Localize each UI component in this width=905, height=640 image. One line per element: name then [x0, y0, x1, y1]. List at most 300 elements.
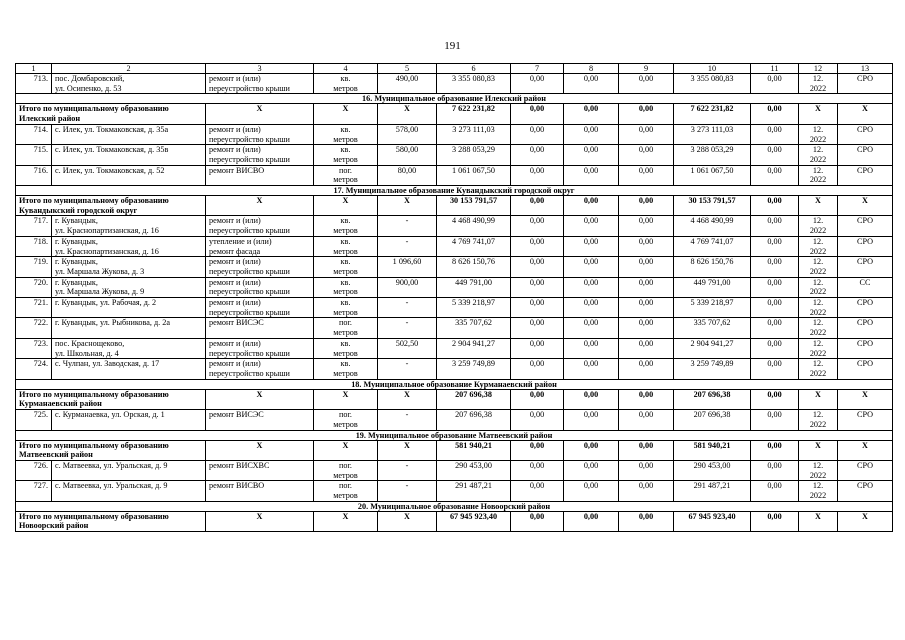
- cell-number-line: 723.: [33, 338, 48, 348]
- cell-source: [838, 277, 893, 297]
- column-header: 6: [437, 64, 511, 74]
- cell-amount-line: 0,00: [767, 389, 782, 399]
- subtotal-label: [16, 511, 206, 531]
- cell-volume: [378, 124, 437, 144]
- cell-amount-line: 0,00: [638, 481, 654, 491]
- cell-unit-line: метров: [333, 328, 358, 338]
- cell-amount: [511, 124, 564, 144]
- cell-work-type: [206, 359, 314, 379]
- cell-work-type-line: ремонт ВИСВО: [209, 481, 265, 491]
- cell-amount-line: 0,00: [529, 216, 545, 226]
- cell-amount: [751, 440, 799, 460]
- cell-x-line: Х: [862, 389, 868, 399]
- cell-amount: [674, 165, 751, 185]
- cell-source-line: СС: [859, 277, 871, 287]
- cell-address: [52, 216, 206, 236]
- cell-work-type-line: переустройство крыши: [209, 287, 290, 297]
- cell-address-line: с. Курманаевка, ул. Орская, д. 1: [55, 410, 165, 420]
- cell-amount-line: 207 696,38: [693, 389, 731, 399]
- cell-total-cost: [437, 277, 511, 297]
- cell-number-line: 714.: [33, 124, 48, 134]
- cell-unit: [314, 338, 378, 358]
- cell-total-cost-line: 4 468 490,99: [452, 216, 495, 226]
- cell-work-type: [206, 216, 314, 236]
- cell-amount: [511, 257, 564, 277]
- cell-amount: [751, 410, 799, 430]
- cell-x-line: Х: [404, 511, 410, 521]
- column-number-row: [16, 64, 893, 74]
- cell-address-line: г. Кувандык,: [55, 236, 98, 246]
- cell-volume-line: 502,50: [395, 338, 419, 348]
- cell-amount: [564, 511, 619, 531]
- cell-unit-line: кв.: [340, 145, 351, 155]
- cell-amount-line: 0,00: [583, 145, 599, 155]
- cell-unit: [314, 124, 378, 144]
- table-row: [16, 410, 893, 430]
- cell-amount: [511, 481, 564, 501]
- cell-amount: [751, 298, 799, 318]
- cell-year-line: 2022: [809, 491, 827, 501]
- cell-total-cost-line: 3 288 053,29: [452, 145, 495, 155]
- cell-amount-line: 0,00: [529, 104, 545, 114]
- cell-amount: [674, 216, 751, 236]
- cell-total-cost-line: 335 707,62: [455, 318, 492, 328]
- cell-source: [838, 74, 893, 94]
- cell-unit-line: кв.: [340, 257, 351, 267]
- cell-unit-line: метров: [333, 83, 358, 93]
- cell-x: [378, 440, 437, 460]
- cell-unit-line: кв.: [340, 74, 351, 83]
- cell-amount: [751, 338, 799, 358]
- cell-amount-line: 0,00: [638, 318, 654, 328]
- cell-address-line: с. Илек, ул. Токмаковская, д. 35а: [55, 124, 169, 134]
- cell-amount-line: 0,00: [767, 145, 782, 155]
- cell-amount-line: 0,00: [529, 277, 545, 287]
- cell-source: [838, 165, 893, 185]
- cell-x-line: Х: [342, 104, 349, 114]
- subtotal-row: [16, 104, 893, 124]
- cell-year-line: 2022: [809, 419, 827, 429]
- cell-volume-line: 490,00: [395, 74, 419, 83]
- cell-volume: [378, 318, 437, 338]
- cell-amount: [751, 124, 799, 144]
- cell-amount: [619, 104, 674, 124]
- cell-address-line: г. Кувандык, ул. Рабочая, д. 2: [55, 298, 157, 308]
- cell-unit: [314, 460, 378, 480]
- cell-amount-line: 0,00: [583, 104, 599, 114]
- cell-source: [838, 410, 893, 430]
- cell-total-cost-line: 207 696,38: [455, 389, 492, 399]
- cell-amount-line: 0,00: [767, 481, 782, 491]
- cell-total-cost: [437, 104, 511, 124]
- cell-amount: [674, 298, 751, 318]
- cell-year: [799, 236, 838, 256]
- cell-amount: [511, 236, 564, 256]
- cell-volume: [378, 298, 437, 318]
- cell-volume: [378, 277, 437, 297]
- cell-unit-line: метров: [333, 287, 358, 297]
- cell-source: [838, 257, 893, 277]
- cell-amount-line: 0,00: [638, 145, 654, 155]
- cell-unit: [314, 410, 378, 430]
- cell-amount: [511, 359, 564, 379]
- cell-number: [16, 298, 52, 318]
- section-title-line: 19. Муниципальное образование Матвеевский район: [355, 430, 553, 440]
- cell-unit-line: кв.: [340, 298, 351, 308]
- cell-address: [52, 460, 206, 480]
- cell-volume: [378, 236, 437, 256]
- cell-amount-line: 0,00: [583, 440, 599, 450]
- cell-address-line: пос. Краснощеково,: [55, 338, 125, 348]
- cell-work-type-line: ремонт и (или): [209, 145, 261, 155]
- table-row: [16, 318, 893, 338]
- cell-work-type-line: переустройство крыши: [209, 83, 290, 93]
- cell-total-cost: [437, 124, 511, 144]
- cell-total-cost: [437, 440, 511, 460]
- cell-work-type: [206, 74, 314, 94]
- cell-amount-line: 0,00: [529, 257, 545, 267]
- cell-x: [206, 511, 314, 531]
- cell-x: [378, 511, 437, 531]
- column-header: 5: [378, 64, 437, 74]
- cell-amount-line: 3 355 080,83: [690, 74, 734, 83]
- section-header-row: [16, 501, 893, 511]
- cell-total-cost-line: 290 453,00: [455, 460, 492, 470]
- cell-unit-line: пог.: [339, 165, 352, 175]
- cell-amount-line: 0,00: [638, 389, 654, 399]
- cell-total-cost: [437, 298, 511, 318]
- cell-unit: [314, 257, 378, 277]
- cell-x: [799, 440, 838, 460]
- cell-address: [52, 145, 206, 165]
- cell-volume-line: -: [405, 236, 409, 246]
- cell-year-line: 12.: [812, 124, 824, 134]
- cell-work-type-line: ремонт ВИСХВС: [209, 460, 270, 470]
- cell-amount-line: 2 904 941,27: [690, 338, 734, 348]
- cell-source-line: СРО: [856, 124, 874, 134]
- cell-unit-line: кв.: [340, 338, 351, 348]
- cell-x-line: Х: [862, 196, 868, 206]
- cell-total-cost: [437, 511, 511, 531]
- cell-amount: [564, 298, 619, 318]
- cell-amount-line: 0,00: [529, 338, 545, 348]
- cell-total-cost-line: 3 273 111,03: [452, 124, 495, 134]
- cell-unit-line: пог.: [339, 460, 352, 470]
- cell-amount: [674, 196, 751, 216]
- cell-address-line: с. Матвеевка, ул. Уральская, д. 9: [55, 460, 168, 470]
- cell-volume: [378, 338, 437, 358]
- cell-source-line: СРО: [856, 236, 874, 246]
- table-row: [16, 338, 893, 358]
- cell-amount: [751, 460, 799, 480]
- cell-year: [799, 165, 838, 185]
- cell-amount-line: 0,00: [529, 511, 545, 521]
- cell-amount: [564, 338, 619, 358]
- subtotal-row: [16, 389, 893, 409]
- cell-amount-line: 0,00: [638, 359, 654, 369]
- cell-unit-line: метров: [333, 368, 358, 378]
- table-row: [16, 236, 893, 256]
- column-header: 4: [314, 64, 378, 74]
- table-row: [16, 74, 893, 94]
- cell-work-type-line: ремонт и (или): [209, 257, 261, 267]
- cell-amount: [619, 277, 674, 297]
- cell-volume-line: -: [405, 460, 409, 470]
- column-header: 10: [674, 64, 751, 74]
- cell-amount-line: 0,00: [529, 440, 545, 450]
- cell-total-cost-line: 291 487,21: [455, 481, 492, 491]
- cell-unit-line: метров: [333, 175, 358, 185]
- cell-x-line: Х: [404, 104, 410, 114]
- cell-number-line: 725.: [33, 410, 48, 420]
- cell-year-line: 12.: [812, 318, 824, 328]
- cell-number-line: 718.: [33, 236, 48, 246]
- cell-volume: [378, 410, 437, 430]
- cell-amount: [564, 410, 619, 430]
- cell-year-line: 2022: [809, 246, 827, 256]
- repair-program-table: [15, 63, 893, 532]
- cell-amount: [619, 236, 674, 256]
- cell-amount-line: 30 153 791,57: [688, 196, 736, 206]
- cell-unit: [314, 165, 378, 185]
- cell-year: [799, 257, 838, 277]
- subtotal-label-line: Итого по муниципальному образованию Илекский район: [19, 104, 169, 124]
- section-title-line: 20. Муниципальное образование Новоорский район: [357, 501, 551, 511]
- cell-address-line: г. Кувандык,: [55, 277, 98, 287]
- subtotal-label: [16, 104, 206, 124]
- cell-address-line: с. Матвеевка, ул. Уральская, д. 9: [55, 481, 168, 491]
- section-title: [16, 379, 893, 389]
- cell-work-type-line: переустройство крыши: [209, 348, 290, 358]
- cell-year-line: 12.: [812, 236, 824, 246]
- cell-amount: [511, 277, 564, 297]
- cell-number-line: 719.: [33, 257, 48, 267]
- cell-source-line: СРО: [856, 257, 874, 267]
- cell-x: [838, 104, 893, 124]
- cell-amount: [619, 481, 674, 501]
- cell-year-line: 12.: [812, 74, 824, 83]
- cell-year-line: 2022: [809, 266, 827, 276]
- cell-work-type-line: ремонт ВИСЭС: [209, 410, 264, 420]
- cell-work-type: [206, 165, 314, 185]
- cell-work-type: [206, 410, 314, 430]
- cell-x: [799, 196, 838, 216]
- cell-amount-line: 3 288 053,29: [690, 145, 734, 155]
- cell-x-line: Х: [342, 511, 349, 521]
- cell-address-line: с. Илек, ул. Токмаковская, д. 35в: [55, 145, 169, 155]
- cell-unit-line: метров: [333, 470, 358, 480]
- cell-volume-line: -: [405, 318, 409, 328]
- cell-amount-line: 0,00: [583, 196, 599, 206]
- cell-unit: [314, 481, 378, 501]
- cell-total-cost-line: 581 940,21: [455, 440, 492, 450]
- cell-number-line: 713.: [33, 74, 48, 83]
- cell-total-cost-line: 1 061 067,50: [452, 165, 495, 175]
- cell-source: [838, 236, 893, 256]
- cell-unit-line: кв.: [340, 359, 351, 369]
- cell-total-cost-line: 5 339 218,97: [452, 298, 495, 308]
- cell-number-line: 716.: [33, 165, 48, 175]
- cell-amount-line: 0,00: [767, 196, 782, 206]
- table-row: [16, 460, 893, 480]
- cell-amount: [619, 216, 674, 236]
- table-row: [16, 257, 893, 277]
- cell-amount-line: 0,00: [638, 440, 654, 450]
- cell-amount-line: 0,00: [583, 318, 599, 328]
- cell-amount: [619, 124, 674, 144]
- cell-x-line: Х: [862, 440, 868, 450]
- cell-source-line: СРО: [856, 481, 874, 491]
- cell-amount-line: 0,00: [529, 165, 545, 175]
- cell-x: [206, 389, 314, 409]
- cell-total-cost-line: 30 153 791,57: [449, 196, 498, 206]
- cell-source-line: СРО: [856, 165, 874, 175]
- cell-amount-line: 0,00: [638, 74, 654, 83]
- cell-amount: [674, 511, 751, 531]
- cell-x-line: Х: [342, 389, 349, 399]
- cell-volume-line: -: [405, 410, 409, 420]
- cell-total-cost: [437, 338, 511, 358]
- cell-year-line: 12.: [812, 257, 824, 267]
- cell-address: [52, 165, 206, 185]
- cell-year: [799, 359, 838, 379]
- cell-amount-line: 0,00: [767, 104, 782, 114]
- cell-amount: [674, 145, 751, 165]
- cell-unit-line: пог.: [339, 318, 352, 328]
- section-title-line: 18. Муниципальное образование Курманаевский район: [351, 379, 557, 389]
- cell-amount-line: 0,00: [638, 511, 654, 521]
- cell-amount: [674, 257, 751, 277]
- cell-volume: [378, 359, 437, 379]
- cell-amount-line: 1 061 067,50: [690, 165, 734, 175]
- cell-address: [52, 236, 206, 256]
- cell-amount-line: 3 259 749,89: [690, 359, 734, 369]
- cell-number: [16, 74, 52, 94]
- cell-total-cost-line: 449 791,00: [455, 277, 492, 287]
- cell-unit: [314, 359, 378, 379]
- cell-amount-line: 0,00: [767, 298, 782, 308]
- cell-volume: [378, 257, 437, 277]
- cell-amount: [564, 165, 619, 185]
- cell-amount-line: 0,00: [767, 318, 782, 328]
- cell-amount-line: 0,00: [638, 460, 654, 470]
- cell-volume-line: 80,00: [397, 165, 417, 175]
- cell-amount-line: 0,00: [767, 460, 782, 470]
- cell-work-type: [206, 481, 314, 501]
- cell-amount-line: 0,00: [638, 236, 654, 246]
- cell-year-line: 12.: [812, 481, 824, 491]
- cell-number: [16, 236, 52, 256]
- cell-amount: [511, 74, 564, 94]
- cell-unit: [314, 277, 378, 297]
- cell-year-line: 12.: [812, 165, 824, 175]
- cell-amount-line: 0,00: [767, 216, 782, 226]
- subtotal-label: [16, 196, 206, 216]
- cell-amount: [674, 359, 751, 379]
- section-title-line: 17. Муниципальное образование Кувандыкский городской округ: [333, 186, 575, 196]
- cell-number-line: 724.: [33, 359, 48, 369]
- cell-address: [52, 277, 206, 297]
- section-title: [16, 501, 893, 511]
- cell-amount: [751, 74, 799, 94]
- cell-x-line: Х: [815, 389, 821, 399]
- cell-amount: [674, 389, 751, 409]
- cell-amount-line: 0,00: [583, 460, 599, 470]
- cell-amount-line: 0,00: [767, 236, 782, 246]
- cell-number: [16, 145, 52, 165]
- cell-amount-line: 0,00: [583, 298, 599, 308]
- cell-amount-line: 0,00: [529, 236, 545, 246]
- table-row: [16, 165, 893, 185]
- cell-volume: [378, 460, 437, 480]
- cell-total-cost: [437, 196, 511, 216]
- cell-amount: [751, 389, 799, 409]
- column-header: 11: [751, 64, 799, 74]
- cell-amount-line: 0,00: [529, 74, 545, 83]
- column-header: 13: [838, 64, 893, 74]
- cell-x-line: Х: [404, 196, 410, 206]
- cell-x: [838, 440, 893, 460]
- table-row: [16, 277, 893, 297]
- cell-year-line: 2022: [809, 328, 827, 338]
- cell-unit-line: метров: [333, 419, 358, 429]
- cell-total-cost-line: 3 259 749,89: [452, 359, 495, 369]
- cell-unit-line: кв.: [340, 124, 351, 134]
- cell-amount-line: 0,00: [583, 481, 599, 491]
- cell-work-type: [206, 298, 314, 318]
- cell-address: [52, 257, 206, 277]
- cell-work-type-line: ремонт и (или): [209, 359, 261, 369]
- cell-work-type-line: ремонт ВИСЭС: [209, 318, 264, 328]
- cell-work-type: [206, 257, 314, 277]
- cell-amount-line: 207 696,38: [693, 410, 731, 420]
- cell-x: [838, 511, 893, 531]
- cell-amount-line: 0,00: [583, 74, 599, 83]
- cell-amount: [564, 74, 619, 94]
- cell-unit: [314, 298, 378, 318]
- cell-amount: [564, 440, 619, 460]
- cell-year: [799, 124, 838, 144]
- cell-work-type-line: ремонт и (или): [209, 216, 261, 226]
- cell-source: [838, 338, 893, 358]
- cell-source-line: СРО: [856, 338, 874, 348]
- cell-amount: [674, 104, 751, 124]
- cell-source-line: СРО: [856, 359, 874, 369]
- cell-source: [838, 298, 893, 318]
- subtotal-label-line: Итого по муниципальному образованию Матвеевский район: [19, 440, 169, 460]
- cell-volume-line: 580,00: [395, 145, 419, 155]
- cell-amount: [751, 511, 799, 531]
- cell-unit-line: метров: [333, 307, 358, 317]
- cell-address-line: ул. Краснопартизанская, д. 16: [55, 226, 159, 236]
- cell-amount-line: 0,00: [529, 124, 545, 134]
- cell-total-cost: [437, 216, 511, 236]
- cell-source-line: СРО: [856, 298, 874, 308]
- cell-year-line: 2022: [809, 348, 827, 358]
- cell-address: [52, 481, 206, 501]
- cell-amount: [674, 277, 751, 297]
- cell-amount-line: 0,00: [529, 196, 545, 206]
- cell-work-type-line: ремонт и (или): [209, 277, 261, 287]
- cell-year: [799, 74, 838, 94]
- cell-unit-line: метров: [333, 226, 358, 236]
- cell-address-line: ул. Школьная, д. 4: [55, 348, 119, 358]
- cell-amount: [564, 104, 619, 124]
- section-title-line: 16. Муниципальное образование Илекский район: [362, 94, 546, 104]
- cell-year-line: 12.: [812, 216, 824, 226]
- cell-x: [314, 196, 378, 216]
- cell-amount: [511, 460, 564, 480]
